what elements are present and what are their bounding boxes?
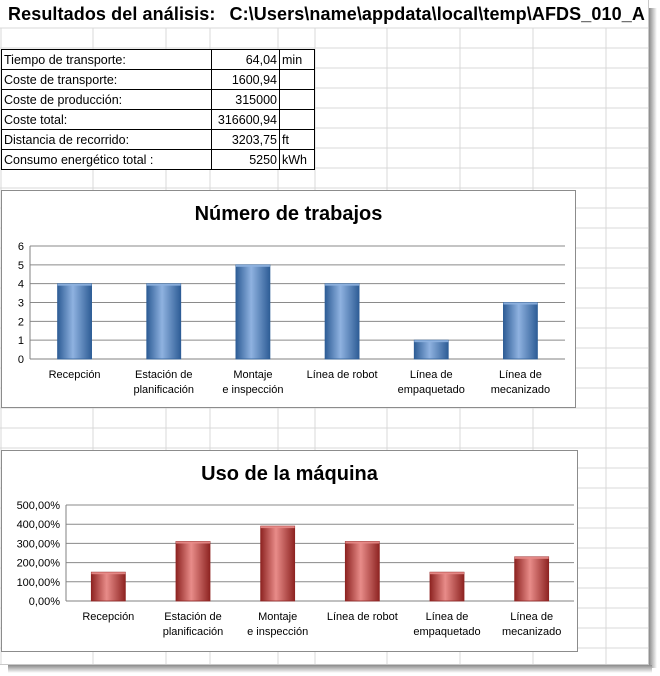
machine-usage-chart-plot: [2, 451, 577, 651]
bar[interactable]: [325, 284, 359, 359]
bar[interactable]: [58, 284, 92, 359]
y-tick-label: 4: [17, 278, 24, 291]
window-shadow-bottom: [8, 665, 652, 673]
category-label: Línea de robot: [306, 369, 378, 381]
stat-value[interactable]: 1600,94: [212, 70, 280, 90]
stats-table: [1, 49, 315, 170]
category-label: planificación: [133, 384, 195, 396]
stats-row: [2, 130, 315, 150]
jobs-chart[interactable]: [1, 190, 576, 408]
stat-label[interactable]: Coste de producción:: [2, 90, 212, 110]
stat-value[interactable]: 64,04: [212, 50, 280, 70]
bar[interactable]: [236, 265, 270, 359]
y-tick-label: 500,00%: [16, 500, 60, 512]
stat-unit[interactable]: [280, 90, 315, 110]
category-label: empaquetado: [413, 626, 481, 638]
y-tick-label: 5: [17, 259, 24, 272]
category-label: planificación: [162, 626, 224, 638]
stat-value[interactable]: 5250: [212, 150, 280, 170]
y-tick-label: 300,00%: [16, 538, 60, 551]
category-label: Recepción: [82, 611, 135, 623]
bar[interactable]: [176, 541, 210, 601]
stat-value[interactable]: 315000: [212, 90, 280, 110]
y-tick-label: 0,00%: [28, 596, 60, 608]
category-label: Línea de: [409, 369, 453, 381]
category-label: Estación de: [164, 611, 222, 623]
category-label: Estación de: [135, 369, 193, 381]
chart-title: Número de trabajos: [194, 203, 383, 225]
results-header: [8, 4, 645, 25]
bar[interactable]: [515, 557, 549, 601]
jobs-chart-plot: [2, 191, 575, 407]
y-tick-label: 2: [17, 316, 24, 329]
y-tick-label: 400,00%: [16, 519, 60, 532]
y-tick-label: 6: [17, 241, 24, 253]
bar[interactable]: [147, 284, 181, 359]
stat-label[interactable]: Consumo energético total :: [2, 150, 212, 170]
stat-value[interactable]: 3203,75: [212, 130, 280, 150]
bar[interactable]: [345, 541, 379, 601]
bar[interactable]: [414, 340, 448, 359]
category-label: Línea de robot: [326, 611, 398, 623]
window-shadow-right: [649, 8, 657, 668]
category-label: empaquetado: [397, 384, 465, 396]
category-label: Recepción: [48, 369, 101, 381]
category-label: e inspección: [222, 384, 284, 396]
category-label: e inspección: [247, 626, 309, 638]
stat-label[interactable]: Distancia de recorrido:: [2, 130, 212, 150]
stats-row: [2, 110, 315, 130]
bar[interactable]: [261, 526, 295, 601]
stat-label[interactable]: Coste total:: [2, 110, 212, 130]
chart-title: Uso de la máquina: [201, 463, 378, 485]
file-path: C:\Users\name\appdata\local\temp\AFDS_010_A: [229, 4, 645, 24]
y-tick-label: 1: [17, 335, 24, 348]
category-label: Línea de: [499, 369, 542, 381]
stat-label[interactable]: Tiempo de transporte:: [2, 50, 212, 70]
y-tick-label: 0: [17, 354, 24, 366]
stat-unit[interactable]: [280, 70, 315, 90]
bar[interactable]: [430, 572, 464, 601]
stat-unit[interactable]: kWh: [280, 150, 315, 170]
category-label: Montaje: [258, 611, 298, 623]
stat-unit[interactable]: [280, 110, 315, 130]
bar[interactable]: [91, 572, 125, 601]
results-label: Resultados del análisis:: [8, 4, 216, 24]
category-label: mecanizado: [490, 384, 551, 396]
stats-row: [2, 70, 315, 90]
stats-row: [2, 50, 315, 70]
category-label: mecanizado: [502, 626, 562, 638]
y-tick-label: 3: [17, 297, 24, 310]
stat-unit[interactable]: ft: [280, 130, 315, 150]
stat-unit[interactable]: min: [280, 50, 315, 70]
bar[interactable]: [503, 303, 537, 360]
stats-row: [2, 90, 315, 110]
y-tick-label: 200,00%: [16, 557, 60, 570]
stats-row: [2, 150, 315, 170]
stat-label[interactable]: Coste de transporte:: [2, 70, 212, 90]
machine-usage-chart[interactable]: [1, 450, 578, 652]
category-label: Montaje: [233, 369, 273, 381]
category-label: Línea de: [510, 611, 554, 623]
category-label: Línea de: [425, 611, 469, 623]
y-tick-label: 100,00%: [16, 576, 60, 589]
stat-value[interactable]: 316600,94: [212, 110, 280, 130]
